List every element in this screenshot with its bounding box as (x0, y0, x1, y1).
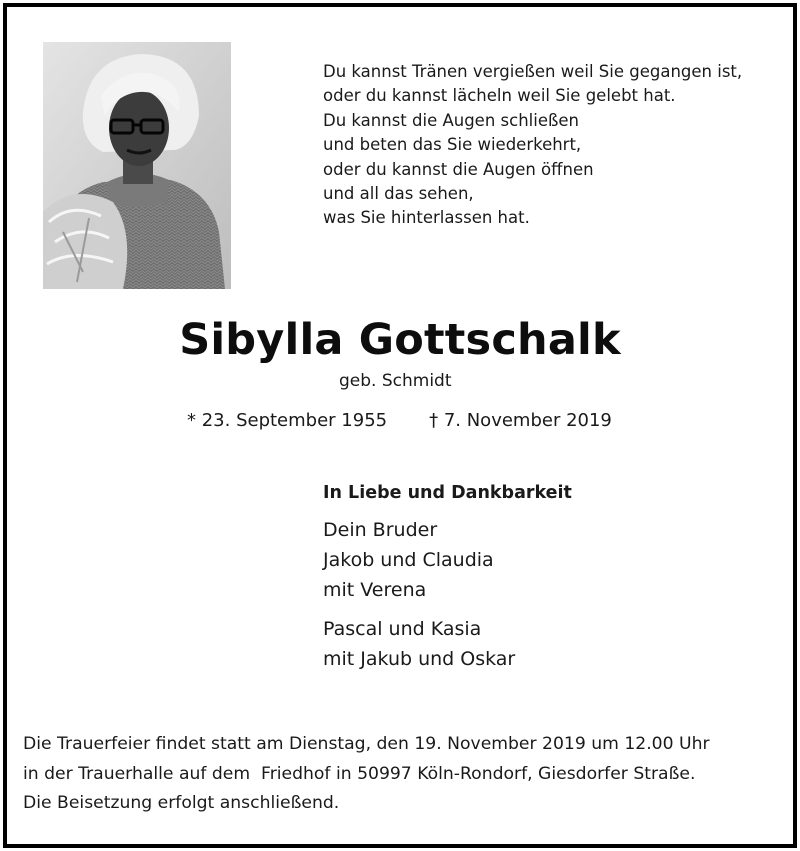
mourner-group (323, 614, 763, 674)
funeral-line: in der Trauerhalle auf dem Friedhof in 50997 Köln-Rondorf, Giesdorfer Straße. (23, 763, 696, 784)
funeral-line: Die Trauerfeier findet statt am Dienstag, den 19. November 2019 um 12.00 Uhr (23, 734, 710, 754)
deceased-name: Sibylla Gottschalk (179, 315, 621, 365)
birth-date: * 23. September 1955 (187, 410, 388, 431)
mourner-line: mit Verena (323, 579, 427, 601)
poem-line: und all das sehen, (323, 184, 474, 204)
maiden-name: geb. Schmidt (339, 371, 452, 391)
poem-line: Du kannst die Augen schließen (323, 110, 579, 130)
mourner-line: Jakob und Claudia (323, 549, 494, 571)
poem-line: was Sie hinterlassen hat. (323, 208, 530, 228)
mourners-heading: In Liebe und Dankbarkeit (323, 483, 572, 503)
mourner-group (323, 515, 763, 605)
death-date: † 7. November 2019 (429, 410, 612, 431)
poem-line: oder du kannst die Augen öffnen (323, 159, 594, 179)
poem-line: Du kannst Tränen vergießen weil Sie gegangen ist, (323, 62, 743, 81)
portrait-photo (43, 42, 231, 289)
poem-line: und beten das Sie wiederkehrt, (323, 135, 582, 155)
life-dates (187, 410, 687, 431)
mourner-line: Pascal und Kasia (323, 618, 482, 640)
funeral-line: Die Beisetzung erfolgt anschließend. (23, 793, 340, 813)
funeral-details (23, 730, 783, 819)
notice-frame (3, 3, 797, 848)
mourner-line: Dein Bruder (323, 519, 438, 541)
poem (323, 60, 763, 231)
mourners (323, 483, 763, 674)
poem-line: oder du kannst lächeln weil Sie gelebt hat. (323, 86, 676, 106)
mourner-line: mit Jakub und Oskar (323, 648, 516, 670)
